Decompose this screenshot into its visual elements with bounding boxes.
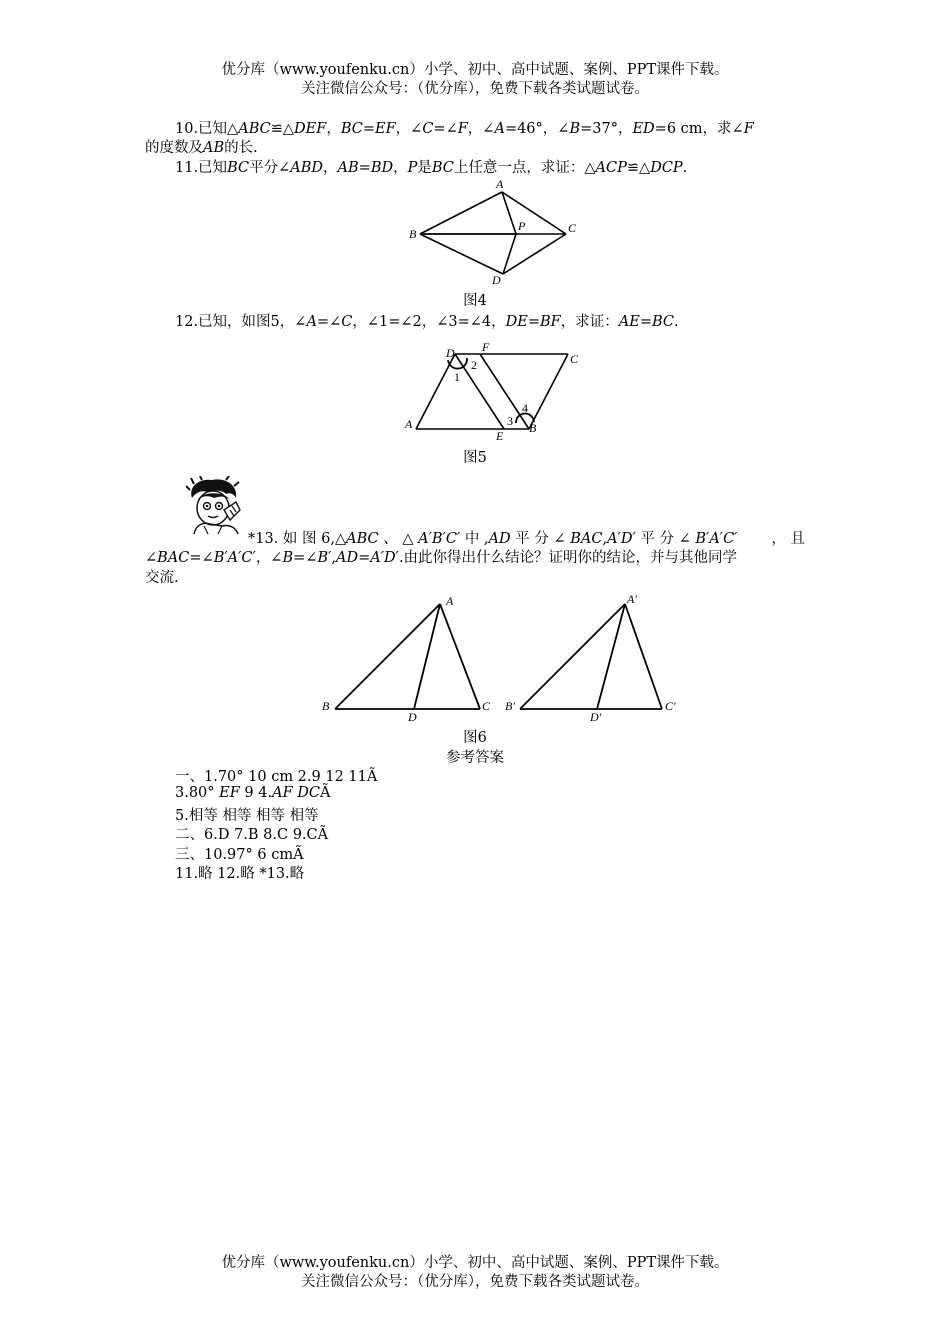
fig4-label-C: C (568, 221, 577, 235)
answer-line-5: 三、10.97° 6 cmÃ (175, 847, 304, 863)
answers-title: 参考答案 (446, 750, 504, 766)
fig6-label-A-prime: A′ (627, 592, 637, 606)
fig5-label-C: C (570, 352, 579, 366)
fig6-label-B-prime: B′ (505, 699, 515, 713)
figure-6-caption: 图6 (463, 730, 487, 746)
fig6-label-C: C (482, 699, 491, 713)
answer-line-4: 二、6.D 7.B 8.C 9.CÃ (175, 827, 329, 843)
cartoon-student-icon (186, 476, 244, 536)
fig5-label-E: E (496, 429, 504, 443)
fig5-label-4: 4 (522, 401, 528, 415)
fig6-label-C-prime: C′ (665, 699, 676, 713)
fig5-label-B: B (529, 421, 537, 435)
footer-line-1: 优分库（www.youfenku.cn）小学、初中、高中试题、案例、PPT课件下载。 (221, 1255, 729, 1271)
question-11: 11.已知BC平分∠ABD，AB=BD，P是BC上任意一点，求证：△ACP≌△DCP. (175, 160, 688, 176)
fig5-label-F: F (482, 340, 490, 354)
figure-6-diagram (315, 588, 690, 728)
fig6-label-D: D (408, 710, 417, 724)
fig5-label-D: D (446, 346, 455, 360)
figure-5-caption: 图5 (463, 450, 487, 466)
header-line-1: 优分库（www.youfenku.cn）小学、初中、高中试题、案例、PPT课件下载。 (221, 62, 729, 78)
fig4-label-A: A (496, 177, 504, 191)
fig5-label-1: 1 (454, 370, 460, 384)
header-line-2: 关注微信公众号：（优分库），免费下载各类试题试卷。 (301, 81, 649, 97)
fig4-label-P: P (518, 219, 526, 233)
fig4-label-B: B (409, 227, 417, 241)
question-13-line-2: ∠BAC=∠B′A′C′，∠B=∠B′,AD=A′D′.由此你得出什么结论？证明你的结论，并与其他同学 (145, 550, 738, 566)
answer-line-2: 3.80° EF 9 4.AF DCÃ (175, 785, 331, 801)
answer-line-3: 5.相等 相等 相等 相等 (175, 808, 319, 824)
figure-5-diagram (400, 336, 590, 446)
question-12: 12.已知，如图5，∠A=∠C，∠1=∠2，∠3=∠4，DE=BF，求证：AE=BC. (175, 314, 679, 330)
figure-4-diagram (400, 176, 590, 288)
fig6-label-B: B (322, 699, 330, 713)
question-10-line-2: 的度数及AB的长. (145, 140, 258, 156)
footer-line-2: 关注微信公众号：（优分库），免费下载各类试题试卷。 (301, 1274, 649, 1290)
question-13-line-3: 交流. (145, 570, 179, 586)
fig5-label-A: A (405, 417, 413, 431)
answer-line-1: 一、1.70° 10 cm 2.9 12 11Ã (175, 769, 378, 785)
fig5-label-3: 3 (507, 414, 513, 428)
fig4-label-D: D (492, 273, 501, 287)
fig5-label-2: 2 (471, 358, 477, 372)
question-13-line-1: *13. 如 图 6,△ABC 、 △ A′B′C′ 中 ,AD 平 分 ∠ BAC,A′D′ 平 分 ∠ B′A′C′ ， 且 (248, 531, 805, 547)
fig6-label-A: A (446, 594, 454, 608)
figure-4-caption: 图4 (463, 293, 487, 309)
question-10-line-1: 10.已知△ABC≌△DEF，BC=EF，∠C=∠F，∠A=46°，∠B=37°，ED=6 cm，求∠F (175, 121, 754, 137)
answer-line-6: 11.略 12.略 *13.略 (175, 866, 305, 882)
fig6-label-D-prime: D′ (590, 710, 602, 724)
